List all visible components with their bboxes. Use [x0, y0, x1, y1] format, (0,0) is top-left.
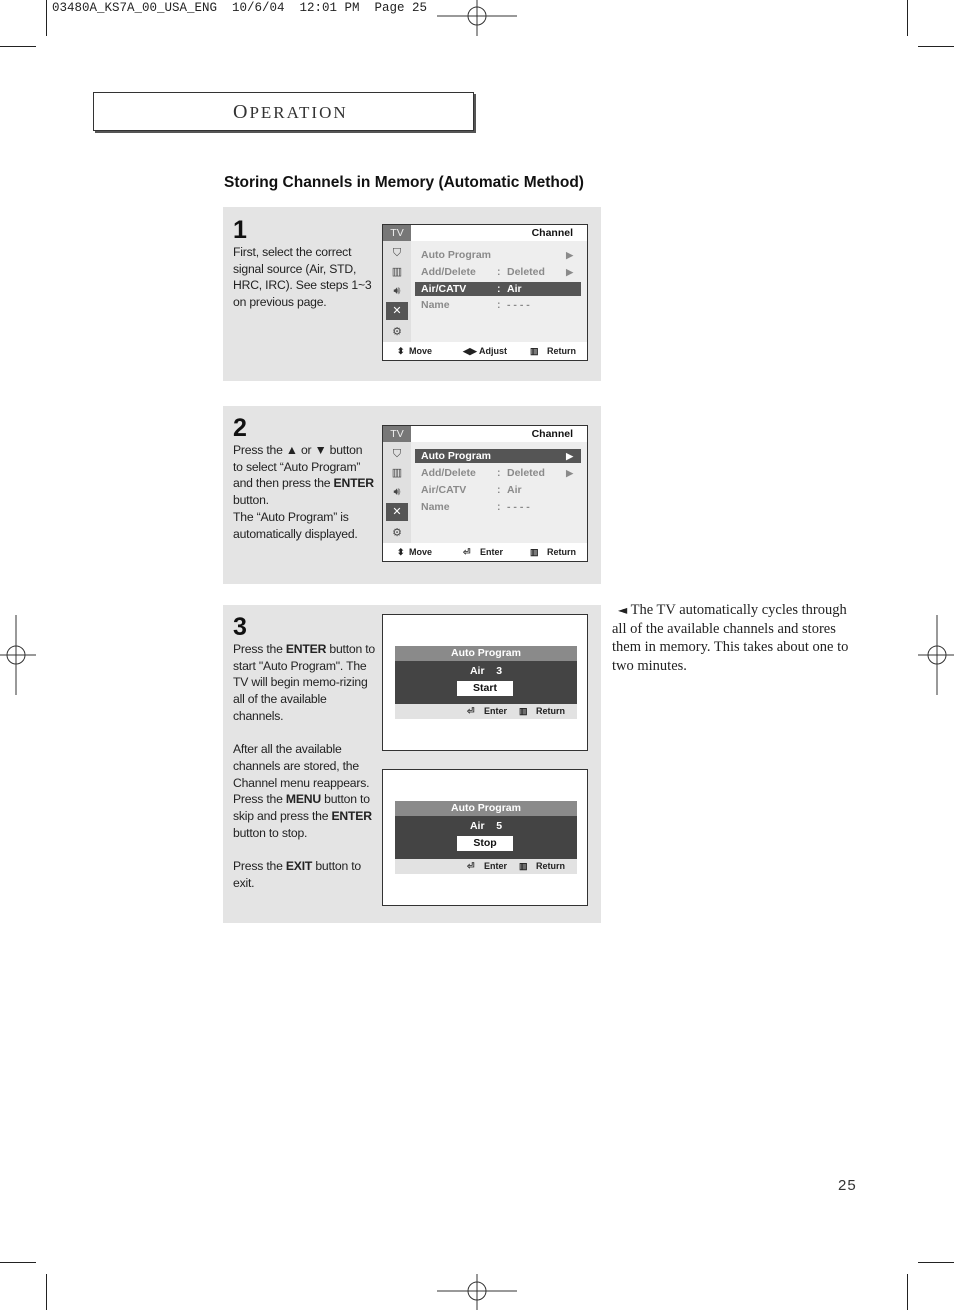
stop-button[interactable]: Stop — [457, 836, 513, 851]
footer-adjust: Adjust — [479, 346, 507, 356]
menu-row-auto-program[interactable] — [415, 248, 581, 262]
speaker-icon: 🔊︎ — [393, 486, 401, 498]
footer-move: Move — [409, 547, 433, 557]
auto-program-dialog — [395, 801, 577, 874]
return-icon: ▥ — [530, 547, 539, 557]
auto-program-dialog — [395, 646, 577, 719]
arrow-right-icon: ▶ — [566, 451, 573, 461]
enter-icon: ⏎ — [467, 861, 475, 871]
enter-keyword: ENTER — [331, 809, 372, 824]
row-value: - - - - — [507, 299, 530, 311]
row-label: Name — [421, 501, 450, 513]
sound-bars-icon: ▥ — [391, 467, 403, 479]
menu-title: Channel — [531, 428, 573, 440]
channel-menu-screen-2 — [382, 425, 588, 562]
text-part: automatically displayed. — [233, 526, 358, 541]
channel-menu-screen-1 — [382, 224, 588, 361]
section-header — [233, 101, 348, 124]
step-3-paragraph-2 — [233, 741, 375, 841]
down-arrow-icon: ▼ — [314, 443, 327, 457]
footer-return: Return — [547, 346, 576, 356]
crop-mark — [0, 1262, 36, 1263]
adjust-icon: ◀▶ — [463, 346, 477, 356]
row-value: Deleted — [507, 467, 545, 479]
side-note — [612, 601, 852, 675]
arrow-right-icon: ▶ — [566, 468, 573, 478]
text-part: After all the available channels are stored, the Channel menu reappears. Press the — [233, 742, 370, 807]
channel-readout: Air 3 — [469, 665, 503, 677]
setup-icon: ⚙︎ — [392, 527, 402, 539]
text-part: The “Auto Program” is — [233, 509, 349, 524]
menu-sidebar — [383, 225, 411, 342]
crop-mark — [907, 1274, 908, 1310]
text-part: button to stop. — [233, 825, 308, 840]
speaker-icon: 🔊︎ — [393, 285, 401, 297]
footer-return: Return — [547, 547, 576, 557]
step-2-number: 2 — [233, 414, 247, 442]
step-2-text — [233, 442, 378, 542]
row-colon: : — [497, 484, 501, 496]
tv-tag: TV — [383, 426, 411, 442]
crop-mark — [918, 1262, 954, 1263]
crop-mark — [918, 46, 954, 47]
section-header-cap: O — [233, 101, 250, 123]
menu-row-auto-program[interactable] — [415, 449, 581, 463]
text-part: button. — [233, 493, 269, 508]
auto-program-footer — [395, 859, 577, 874]
enter-icon: ⏎ — [463, 547, 471, 557]
menu-footer — [383, 342, 587, 360]
arrow-right-icon: ▶ — [566, 267, 573, 277]
menu-row-air-catv[interactable] — [415, 282, 581, 296]
menu-row-air-catv[interactable] — [415, 483, 581, 497]
row-colon: : — [497, 501, 501, 513]
tv-tag: TV — [383, 225, 411, 241]
footer-enter: Enter — [480, 547, 504, 557]
row-colon: : — [497, 299, 501, 311]
row-value: Air — [507, 283, 522, 295]
print-header: 03480A_KS7A_00_USA_ENG 10/6/04 12:01 PM Page 25 — [52, 1, 428, 15]
section-header-rest: PERATION — [249, 103, 348, 122]
return-icon: ▥ — [530, 346, 539, 356]
exit-keyword: EXIT — [285, 859, 313, 874]
footer-enter: Enter — [484, 861, 508, 871]
picture-icon: ⛉ — [392, 247, 402, 259]
menu-title: Channel — [531, 227, 573, 239]
crop-mark — [46, 1274, 47, 1310]
row-label: Add/Delete — [421, 467, 476, 479]
registration-mark-icon — [437, 1274, 517, 1310]
menu-keyword: MENU — [285, 792, 321, 807]
text-part: and then press the — [233, 476, 331, 491]
row-label: Add/Delete — [421, 266, 476, 278]
menu-footer — [383, 543, 587, 561]
enter-icon: ⏎ — [467, 706, 475, 716]
text-part: Press the — [233, 443, 283, 457]
text-part: button to skip and press the — [233, 792, 370, 824]
registration-mark-icon — [437, 0, 517, 36]
auto-program-body — [395, 661, 577, 704]
picture-icon: ⛉ — [392, 448, 402, 460]
auto-program-body — [395, 816, 577, 859]
row-colon: : — [497, 467, 501, 479]
row-value: - - - - — [507, 501, 530, 513]
menu-body — [411, 241, 587, 342]
row-colon: : — [497, 266, 501, 278]
setup-icon: ⚙︎ — [392, 326, 402, 338]
menu-row-name[interactable] — [415, 298, 581, 312]
page-number: 25 — [838, 1177, 857, 1194]
row-value: Air — [507, 484, 522, 496]
menu-row-name[interactable] — [415, 500, 581, 514]
row-label: Auto Program — [421, 450, 492, 462]
antenna-icon: ✕ — [386, 503, 408, 521]
step-1-text: First, select the correct signal source (Air, STD, HRC, IRC). See steps 1~3 on previous page. — [233, 245, 372, 310]
return-icon: ▥ — [519, 861, 528, 871]
footer-return: Return — [536, 706, 565, 716]
enter-keyword: ENTER — [333, 476, 374, 491]
row-label: Air/CATV — [421, 484, 467, 496]
text-part: button to exit. — [233, 859, 361, 890]
pointer-arrow-icon: ◄ — [618, 603, 628, 617]
page-title: Storing Channels in Memory (Automatic Method) — [224, 174, 584, 191]
menu-row-add-delete[interactable] — [415, 265, 581, 279]
channel-readout: Air 5 — [469, 820, 503, 832]
menu-body — [411, 442, 587, 543]
crop-mark — [0, 46, 36, 47]
menu-sidebar — [383, 426, 411, 543]
step-1-number: 1 — [233, 216, 247, 244]
auto-program-title: Auto Program — [395, 801, 577, 816]
move-icon: ⬍ — [397, 346, 405, 356]
row-colon: : — [497, 283, 501, 295]
registration-mark-icon — [918, 615, 954, 695]
step-3-paragraph-3 — [233, 858, 375, 891]
enter-keyword: ENTER — [285, 642, 327, 656]
row-label: Air/CATV — [421, 283, 467, 295]
step-3-paragraph-1 — [233, 641, 375, 725]
start-button[interactable]: Start — [457, 681, 513, 696]
row-label: Name — [421, 299, 450, 311]
footer-enter: Enter — [484, 706, 508, 716]
sound-bars-icon: ▥ — [391, 266, 403, 278]
text-part: button — [329, 443, 363, 457]
up-arrow-icon: ▲ — [285, 443, 298, 457]
crop-mark — [46, 0, 47, 36]
registration-mark-icon — [0, 615, 36, 695]
footer-return: Return — [536, 861, 565, 871]
antenna-icon: ✕ — [386, 302, 408, 320]
return-icon: ▥ — [519, 706, 528, 716]
crop-mark — [907, 0, 908, 36]
row-value: Deleted — [507, 266, 545, 278]
auto-program-title: Auto Program — [395, 646, 577, 661]
text-part: button to start "Auto Program". The TV will begin memo-rizing all of the available channels. — [233, 642, 376, 723]
auto-program-footer — [395, 704, 577, 719]
step-3-number: 3 — [233, 613, 247, 641]
auto-program-screen-2 — [382, 769, 588, 906]
auto-program-screen-1 — [382, 614, 588, 751]
step-3-text — [233, 641, 375, 892]
side-note-text: The TV automatically cycles through all of the available channels and stores them in memory. This takes about one to two minutes. — [612, 602, 849, 674]
row-label: Auto Program — [421, 249, 492, 261]
move-icon: ⬍ — [397, 547, 405, 557]
menu-row-add-delete[interactable] — [415, 466, 581, 480]
footer-move: Move — [409, 346, 433, 356]
text-part: Press the — [233, 859, 286, 874]
text-part: Press the — [233, 642, 286, 656]
text-part: to select “Auto Program” — [233, 459, 361, 474]
text-part: or — [300, 443, 312, 457]
arrow-right-icon: ▶ — [566, 250, 573, 260]
